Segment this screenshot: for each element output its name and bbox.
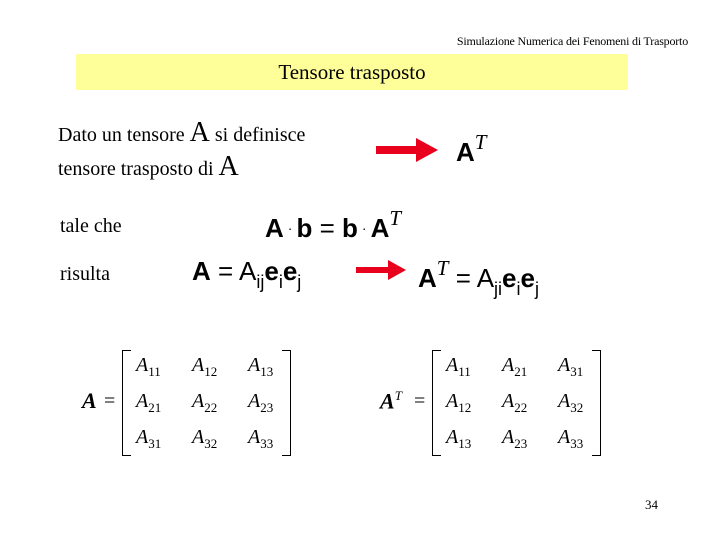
page-number: 34	[645, 497, 658, 512]
matrix-AT-cell-1-2: $A_{21}$	[502, 354, 528, 379]
matrix-AT-cell-3-2: $A_{23}$	[502, 426, 528, 451]
eq-basis-e2: e	[282, 256, 298, 286]
matrix-A-cell-2-3: $A_{23}$	[248, 390, 274, 415]
matrix-AT-superscript: T	[394, 388, 402, 403]
equation-risulta-left	[192, 256, 301, 293]
eq-A: A	[265, 213, 284, 243]
tensor-symbol: A	[189, 117, 210, 148]
eq-b: b	[296, 213, 313, 243]
eq-basis-e1: e	[502, 263, 517, 293]
dot-operator: ·	[287, 220, 293, 236]
matrix-A	[80, 350, 300, 456]
matrix-AT-cell-2-1: $A_{12}$	[446, 390, 472, 415]
eq-equals: =	[455, 263, 471, 293]
left-bracket	[122, 350, 131, 456]
matrix-A-cell-1-1: $A_{11}$	[136, 354, 161, 379]
slide-title-bar	[76, 54, 628, 90]
eq-basis-e1-index: i	[278, 272, 283, 292]
definition-line-1-suffix: si definisce	[214, 124, 306, 146]
eq-transpose-sup: T	[436, 256, 449, 280]
matrix-AT	[378, 350, 608, 456]
matrix-A-cell-2-1: $A_{21}$	[136, 390, 162, 415]
matrix-A-name: A	[82, 388, 97, 413]
matrix-AT-cell-2-3: $A_{32}$	[558, 390, 584, 415]
definition-line-1	[58, 117, 305, 149]
right-bracket	[282, 350, 291, 456]
matrix-AT-name	[380, 388, 402, 414]
risulta-label: risulta	[60, 263, 110, 285]
eq-component-index: ij	[256, 272, 265, 292]
matrix-AT-base: A	[380, 388, 395, 414]
tensor-symbol: A	[218, 151, 239, 182]
eq-basis-e1: e	[264, 256, 279, 286]
transpose-base: A	[456, 137, 475, 167]
eq-A2: A	[370, 213, 390, 243]
eq-basis-e2: e	[520, 263, 535, 293]
eq-basis-e2-index: j	[297, 272, 302, 292]
eq-basis-e2-index: j	[534, 279, 539, 299]
red-arrow-icon	[356, 258, 406, 282]
matrix-A-equals: =	[104, 390, 116, 412]
tale-che-label: tale che	[60, 215, 122, 237]
eq-A: A	[418, 263, 437, 293]
matrix-AT-cell-3-1: $A_{13}$	[446, 426, 472, 451]
transpose-superscript: T	[474, 130, 487, 154]
matrix-A-cell-1-3: $A_{13}$	[248, 354, 274, 379]
matrix-A-cell-1-2: $A_{12}$	[192, 354, 218, 379]
eq-b2: b	[342, 213, 358, 243]
equation-risulta-right	[418, 256, 539, 300]
matrix-A-cell-3-3: $A_{33}$	[248, 426, 274, 451]
eq-equals: =	[218, 256, 234, 286]
matrix-AT-cell-3-3: $A_{33}$	[558, 426, 584, 451]
matrix-AT-equals: =	[414, 390, 426, 412]
equation-tale-che	[265, 206, 401, 244]
eq-transpose-sup: T	[389, 206, 402, 230]
transpose-symbol	[456, 130, 486, 168]
dot-operator: ·	[361, 220, 367, 236]
matrix-A-cell-3-2: $A_{32}$	[192, 426, 218, 451]
red-arrow-icon	[376, 136, 438, 164]
eq-basis-e1-index: i	[516, 279, 521, 299]
eq-equals: =	[319, 213, 335, 243]
eq-A: A	[192, 256, 211, 286]
definition-line-2-prefix: tensore trasposto di	[58, 158, 214, 180]
right-bracket	[592, 350, 601, 456]
eq-component: A	[476, 263, 495, 293]
matrix-AT-cell-2-2: $A_{22}$	[502, 390, 528, 415]
header-note: Simulazione Numerica dei Fenomeni di Trasporto	[456, 34, 688, 48]
matrix-AT-cell-1-1: $A_{11}$	[446, 354, 471, 379]
matrix-A-cell-3-1: $A_{31}$	[136, 426, 162, 451]
definition-line-1-prefix: Dato un tensore	[58, 124, 185, 146]
eq-component: A	[239, 256, 257, 286]
definition-line-2	[58, 151, 239, 183]
matrix-AT-cell-1-3: $A_{31}$	[558, 354, 584, 379]
left-bracket	[432, 350, 441, 456]
eq-component-index: ji	[494, 279, 503, 299]
matrix-A-cell-2-2: $A_{22}$	[192, 390, 218, 415]
slide-title: Tensore trasposto	[278, 59, 426, 84]
